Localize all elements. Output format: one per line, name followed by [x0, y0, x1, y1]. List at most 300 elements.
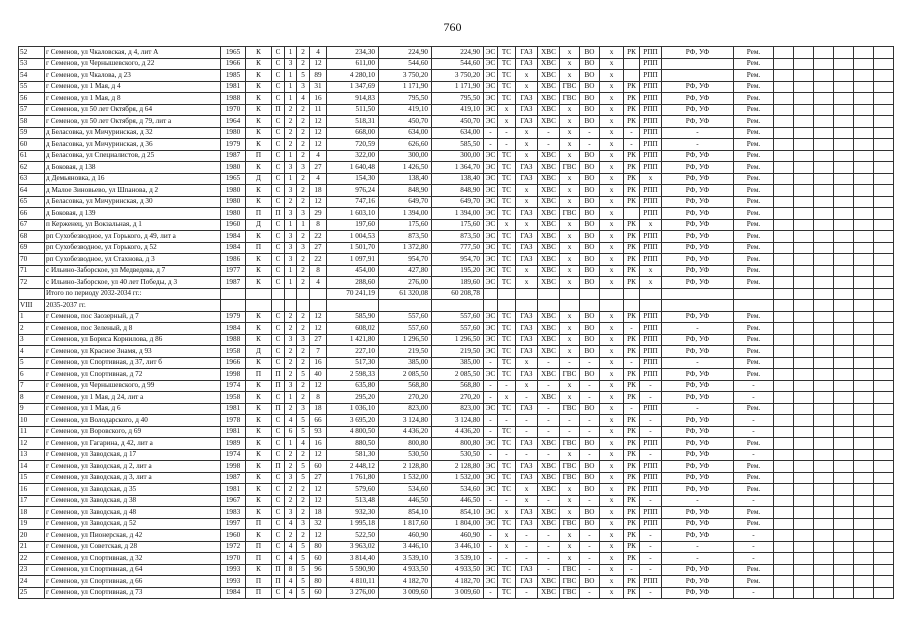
empty-cell [854, 58, 874, 70]
row-number-cell: 56 [19, 93, 45, 105]
work-repair-cell: Рем. [734, 507, 774, 519]
work-roof-cell: РК [624, 426, 640, 438]
util-hot-water-cell: х [560, 380, 580, 392]
total-area-cell: 747,16 [327, 196, 379, 208]
util-hot-water-cell: х [560, 495, 580, 507]
row-number-cell: 59 [19, 127, 45, 139]
util-elevator-cell: х [600, 311, 624, 323]
year-built-cell: 1981 [221, 81, 246, 93]
entrances-cell: 5 [297, 576, 310, 588]
address-cell: г Семенов, ул Спортивная, д 37, лит б [45, 357, 221, 369]
empty-cell [854, 288, 874, 300]
work-foundation-cell: - [662, 403, 734, 415]
living-area-cell: 649,70 [379, 196, 432, 208]
address-cell: рп Сухобезводное, ул Стахнова, д 3 [45, 254, 221, 266]
wall-material-cell: К [246, 426, 272, 438]
util-elevator-cell [600, 300, 624, 312]
work-roof-cell [624, 300, 640, 312]
util-cold-water-cell: ХВС [538, 438, 560, 450]
util-hot-water-cell: ГВС [560, 208, 580, 220]
work-facade-cell: - [640, 380, 662, 392]
work-facade-cell: - [640, 541, 662, 553]
table-row [19, 231, 894, 243]
work-repair-cell: Рем. [734, 484, 774, 496]
work-roof-cell: РК [624, 449, 640, 461]
util-hot-water-cell: ГВС [560, 93, 580, 105]
residential-area-cell: 823,00 [432, 403, 484, 415]
work-roof-cell: РК [624, 369, 640, 381]
table-row [19, 346, 894, 358]
util-gas-cell: х [516, 81, 538, 93]
util-cold-water-cell: ХВС [538, 104, 560, 116]
empty-cell [834, 81, 854, 93]
floors-cell: 3 [285, 162, 297, 174]
empty-cell [814, 311, 834, 323]
work-foundation-cell: - [662, 541, 734, 553]
apartments-cell: 40 [310, 369, 327, 381]
section-row [19, 300, 894, 312]
empty-cell [854, 150, 874, 162]
util-sewage-cell: ВО [580, 93, 600, 105]
row-number-cell: 52 [19, 47, 45, 59]
empty-cell [814, 116, 834, 128]
residential-area-cell: 795,50 [432, 93, 484, 105]
wall-material-cell: К [246, 70, 272, 82]
empty-cell [854, 265, 874, 277]
roof-type-cell: С [272, 58, 285, 70]
work-foundation-cell: РФ, УФ [662, 438, 734, 450]
wall-material-cell: К [246, 47, 272, 59]
residential-area-cell: 270,20 [432, 392, 484, 404]
work-roof-cell: РК [624, 47, 640, 59]
work-foundation-cell: РФ, УФ [662, 81, 734, 93]
year-built-cell [221, 288, 246, 300]
roof-type-cell: С [272, 127, 285, 139]
work-facade-cell: РПП [640, 116, 662, 128]
empty-cell [814, 288, 834, 300]
entrances-cell: 2 [297, 380, 310, 392]
empty-cell [794, 150, 814, 162]
empty-cell [874, 541, 894, 553]
table-row [19, 139, 894, 151]
work-facade-cell: РПП [640, 323, 662, 335]
work-roof-cell: РК [624, 150, 640, 162]
work-roof-cell: РК [624, 380, 640, 392]
floors-cell: 4 [285, 541, 297, 553]
util-gas-cell: ГАЗ [516, 403, 538, 415]
work-repair-cell: Рем. [734, 196, 774, 208]
util-heating-cell: ТС [498, 254, 516, 266]
work-facade-cell [640, 288, 662, 300]
util-electric-cell: - [484, 415, 498, 427]
work-facade-cell: РПП [640, 139, 662, 151]
entrances-cell: 2 [297, 58, 310, 70]
empty-cell [874, 277, 894, 289]
empty-cell [874, 518, 894, 530]
empty-cell [854, 484, 874, 496]
util-sewage-cell: ВО [580, 58, 600, 70]
address-cell: г Семенов, ул Заводская, д 17 [45, 449, 221, 461]
work-foundation-cell [662, 288, 734, 300]
work-foundation-cell: - [662, 139, 734, 151]
empty-cell [774, 461, 794, 473]
row-number-cell: 19 [19, 518, 45, 530]
apartments-cell: 27 [310, 472, 327, 484]
roof-type-cell: С [272, 173, 285, 185]
floors-cell: 4 [285, 553, 297, 565]
util-gas-cell: ГАЗ [516, 346, 538, 358]
work-facade-cell: - [640, 415, 662, 427]
address-cell: г Семенов, ул Советская, д 28 [45, 541, 221, 553]
total-area-cell: 234,30 [327, 47, 379, 59]
entrances-cell: 2 [297, 507, 310, 519]
util-cold-water-cell: ХВС [538, 93, 560, 105]
empty-cell [874, 415, 894, 427]
living-area-cell: 175,60 [379, 219, 432, 231]
work-repair-cell: Рем. [734, 127, 774, 139]
table-row [19, 553, 894, 565]
living-area-cell: 634,00 [379, 127, 432, 139]
util-electric-cell: ЭС [484, 47, 498, 59]
util-cold-water-cell: - [538, 415, 560, 427]
wall-material-cell: К [246, 484, 272, 496]
util-sewage-cell: ВО [580, 334, 600, 346]
empty-cell [814, 553, 834, 565]
util-heating-cell: х [498, 219, 516, 231]
util-hot-water-cell: х [560, 185, 580, 197]
roof-type-cell: С [272, 139, 285, 151]
util-hot-water-cell [560, 300, 580, 312]
empty-cell [834, 185, 854, 197]
work-repair-cell: Рем. [734, 265, 774, 277]
work-roof-cell: - [624, 323, 640, 335]
empty-cell [854, 70, 874, 82]
entrances-cell: 5 [297, 553, 310, 565]
residential-area-cell: 534,60 [432, 484, 484, 496]
table-row [19, 564, 894, 576]
apartments-cell: 31 [310, 81, 327, 93]
address-cell: г Семенов, ул Спортивная, д 66 [45, 576, 221, 588]
entrances-cell: 4 [297, 93, 310, 105]
entrances-cell: 3 [297, 242, 310, 254]
residential-area-cell: 530,50 [432, 449, 484, 461]
empty-cell [834, 219, 854, 231]
work-facade-cell: - [640, 553, 662, 565]
living-area-cell: 823,00 [379, 403, 432, 415]
empty-cell [834, 484, 854, 496]
empty-cell [814, 518, 834, 530]
living-area-cell: 460,90 [379, 530, 432, 542]
work-roof-cell: РК [624, 495, 640, 507]
util-hot-water-cell: ГВС [560, 438, 580, 450]
address-cell: г Семенов, ул Заводская, д 52 [45, 518, 221, 530]
empty-cell [774, 449, 794, 461]
living-area-cell: 873,50 [379, 231, 432, 243]
empty-cell [854, 576, 874, 588]
living-area-cell: 557,60 [379, 323, 432, 335]
total-area-cell: 3 695,20 [327, 415, 379, 427]
work-foundation-cell: РФ, УФ [662, 576, 734, 588]
empty-cell [814, 334, 834, 346]
empty-cell [854, 104, 874, 116]
year-built-cell: 1997 [221, 518, 246, 530]
subtotal-row [19, 288, 894, 300]
apartments-cell: 7 [310, 346, 327, 358]
util-gas-cell: ГАЗ [516, 369, 538, 381]
work-roof-cell: РК [624, 472, 640, 484]
util-hot-water-cell: х [560, 254, 580, 266]
empty-cell [794, 461, 814, 473]
wall-material-cell: П [246, 369, 272, 381]
roof-type-cell: С [272, 484, 285, 496]
util-gas-cell: ГАЗ [516, 58, 538, 70]
row-number-cell: 64 [19, 185, 45, 197]
apartments-cell: 27 [310, 242, 327, 254]
util-sewage-cell: ВО [580, 403, 600, 415]
util-electric-cell: - [484, 392, 498, 404]
roof-type-cell: С [272, 150, 285, 162]
util-elevator-cell: х [600, 81, 624, 93]
util-gas-cell: ГАЗ [516, 507, 538, 519]
floors-cell: 3 [285, 231, 297, 243]
empty-cell [854, 116, 874, 128]
apartments-cell: 66 [310, 415, 327, 427]
empty-cell [774, 254, 794, 266]
row-number-cell: VIII [19, 300, 45, 312]
empty-cell [814, 449, 834, 461]
living-area-cell: 557,60 [379, 311, 432, 323]
empty-cell [854, 553, 874, 565]
empty-cell [834, 518, 854, 530]
util-sewage-cell: ВО [580, 518, 600, 530]
util-elevator-cell: х [600, 576, 624, 588]
total-area-cell: 4 810,11 [327, 576, 379, 588]
address-cell: г Семенов, ул 50 лет Октября, д 64 [45, 104, 221, 116]
work-repair-cell: - [734, 392, 774, 404]
util-elevator-cell: х [600, 277, 624, 289]
work-foundation-cell: РФ, УФ [662, 116, 734, 128]
util-cold-water-cell: ХВС [538, 196, 560, 208]
year-built-cell: 1980 [221, 196, 246, 208]
empty-cell [834, 127, 854, 139]
work-repair-cell: Рем. [734, 208, 774, 220]
util-cold-water-cell: - [538, 357, 560, 369]
entrances-cell: 5 [297, 369, 310, 381]
residential-area-cell: 873,50 [432, 231, 484, 243]
empty-cell [774, 219, 794, 231]
empty-cell [794, 541, 814, 553]
apartments-cell: 12 [310, 196, 327, 208]
work-facade-cell: РПП [640, 403, 662, 415]
util-elevator-cell: х [600, 47, 624, 59]
living-area-cell: 4 436,20 [379, 426, 432, 438]
address-cell: г Семенов, ул Чернышевского, д 99 [45, 380, 221, 392]
work-roof-cell: РК [624, 507, 640, 519]
work-foundation-cell: РФ, УФ [662, 415, 734, 427]
wall-material-cell: К [246, 127, 272, 139]
work-foundation-cell: РФ, УФ [662, 150, 734, 162]
empty-cell [854, 219, 874, 231]
util-gas-cell: - [516, 392, 538, 404]
work-facade-cell: - [640, 495, 662, 507]
work-facade-cell: - [640, 392, 662, 404]
entrances-cell: 2 [297, 231, 310, 243]
work-repair-cell: Рем. [734, 81, 774, 93]
work-repair-cell: Рем. [734, 231, 774, 243]
table-row [19, 116, 894, 128]
residential-area-cell: 854,10 [432, 507, 484, 519]
empty-cell [854, 380, 874, 392]
util-hot-water-cell: х [560, 392, 580, 404]
living-area-cell: 1 394,00 [379, 208, 432, 220]
residential-area-cell: 1 364,70 [432, 162, 484, 174]
living-area-cell: 138,40 [379, 173, 432, 185]
util-gas-cell: ГАЗ [516, 461, 538, 473]
residential-area-cell: 175,60 [432, 219, 484, 231]
empty-cell [814, 208, 834, 220]
work-foundation-cell: РФ, УФ [662, 93, 734, 105]
floors-cell: 4 [285, 576, 297, 588]
total-area-cell: 154,30 [327, 173, 379, 185]
residential-area-cell: 1 171,90 [432, 81, 484, 93]
floors-cell: 2 [285, 311, 297, 323]
floors-cell: 2 [285, 530, 297, 542]
util-sewage-cell: - [580, 392, 600, 404]
work-foundation-cell: РФ, УФ [662, 530, 734, 542]
total-area-cell: 5 590,90 [327, 564, 379, 576]
table-row [19, 484, 894, 496]
work-roof-cell: РК [624, 553, 640, 565]
empty-cell [794, 403, 814, 415]
living-area-cell: 1 532,00 [379, 472, 432, 484]
work-repair-cell: - [734, 449, 774, 461]
work-roof-cell [624, 58, 640, 70]
util-hot-water-cell: х [560, 58, 580, 70]
util-hot-water-cell: х [560, 530, 580, 542]
year-built-cell: 1984 [221, 242, 246, 254]
entrances-cell: 2 [297, 346, 310, 358]
empty-cell [854, 162, 874, 174]
row-number-cell: 62 [19, 162, 45, 174]
work-foundation-cell [662, 70, 734, 82]
empty-cell [834, 461, 854, 473]
empty-cell [794, 277, 814, 289]
empty-cell [854, 507, 874, 519]
util-sewage-cell: ВО [580, 231, 600, 243]
util-sewage-cell: ВО [580, 265, 600, 277]
residential-area-cell: 848,90 [432, 185, 484, 197]
empty-cell [854, 93, 874, 105]
util-sewage-cell: ВО [580, 484, 600, 496]
util-cold-water-cell: ХВС [538, 323, 560, 335]
util-cold-water-cell: - [538, 553, 560, 565]
total-area-cell: 581,30 [327, 449, 379, 461]
empty-cell [794, 346, 814, 358]
floors-cell: 2 [285, 369, 297, 381]
work-repair-cell: - [734, 553, 774, 565]
empty-cell [834, 104, 854, 116]
empty-cell [814, 93, 834, 105]
work-facade-cell: х [640, 277, 662, 289]
empty-cell [814, 219, 834, 231]
empty-cell [814, 185, 834, 197]
work-roof-cell: РК [624, 93, 640, 105]
empty-cell [774, 541, 794, 553]
work-facade-cell: - [640, 426, 662, 438]
row-number-cell: 4 [19, 346, 45, 358]
empty-cell [874, 173, 894, 185]
util-electric-cell: ЭС [484, 265, 498, 277]
wall-material-cell: К [246, 564, 272, 576]
wall-material-cell: К [246, 380, 272, 392]
year-built-cell: 1974 [221, 449, 246, 461]
living-area-cell [379, 300, 432, 312]
floors-cell: 3 [285, 208, 297, 220]
work-repair-cell: - [734, 541, 774, 553]
wall-material-cell: К [246, 93, 272, 105]
roof-type-cell: С [272, 81, 285, 93]
empty-cell [774, 231, 794, 243]
floors-cell: 2 [285, 116, 297, 128]
row-number-cell: 65 [19, 196, 45, 208]
util-sewage-cell: - [580, 127, 600, 139]
year-built-cell: 1965 [221, 47, 246, 59]
util-hot-water-cell: х [560, 334, 580, 346]
empty-cell [834, 323, 854, 335]
address-cell: д Беласовка, ул Мичуринская, д 32 [45, 127, 221, 139]
util-heating-cell: х [498, 392, 516, 404]
work-foundation-cell: РФ, УФ [662, 231, 734, 243]
living-area-cell: 3 539,10 [379, 553, 432, 565]
residential-area-cell: 557,60 [432, 311, 484, 323]
empty-cell [834, 265, 854, 277]
util-hot-water-cell: х [560, 127, 580, 139]
roof-type-cell [272, 288, 285, 300]
work-foundation-cell [662, 58, 734, 70]
apartments-cell: 27 [310, 334, 327, 346]
row-number-cell: 21 [19, 541, 45, 553]
row-number-cell: 57 [19, 104, 45, 116]
year-built-cell: 1984 [221, 323, 246, 335]
apartments-cell: 18 [310, 403, 327, 415]
util-heating-cell: ТС [498, 185, 516, 197]
work-foundation-cell: РФ, УФ [662, 472, 734, 484]
row-number-cell: 11 [19, 426, 45, 438]
empty-cell [874, 484, 894, 496]
util-elevator-cell: х [600, 495, 624, 507]
work-facade-cell: РПП [640, 518, 662, 530]
util-sewage-cell: ВО [580, 254, 600, 266]
roof-type-cell: П [272, 380, 285, 392]
util-heating-cell: - [498, 415, 516, 427]
empty-cell [814, 369, 834, 381]
total-area-cell: 2 598,33 [327, 369, 379, 381]
util-hot-water-cell: х [560, 150, 580, 162]
empty-cell [854, 81, 874, 93]
floors-cell: 6 [285, 426, 297, 438]
work-repair-cell: - [734, 426, 774, 438]
total-area-cell: 4 280,10 [327, 70, 379, 82]
total-area-cell: 70 241,19 [327, 288, 379, 300]
address-cell: г Семенов, ул Гагарина, д 42, лит а [45, 438, 221, 450]
entrances-cell: 3 [297, 334, 310, 346]
work-roof-cell: РК [624, 461, 640, 473]
empty-cell [834, 530, 854, 542]
util-hot-water-cell: х [560, 231, 580, 243]
wall-material-cell: К [246, 277, 272, 289]
row-number-cell: 13 [19, 449, 45, 461]
util-electric-cell: ЭС [484, 208, 498, 220]
